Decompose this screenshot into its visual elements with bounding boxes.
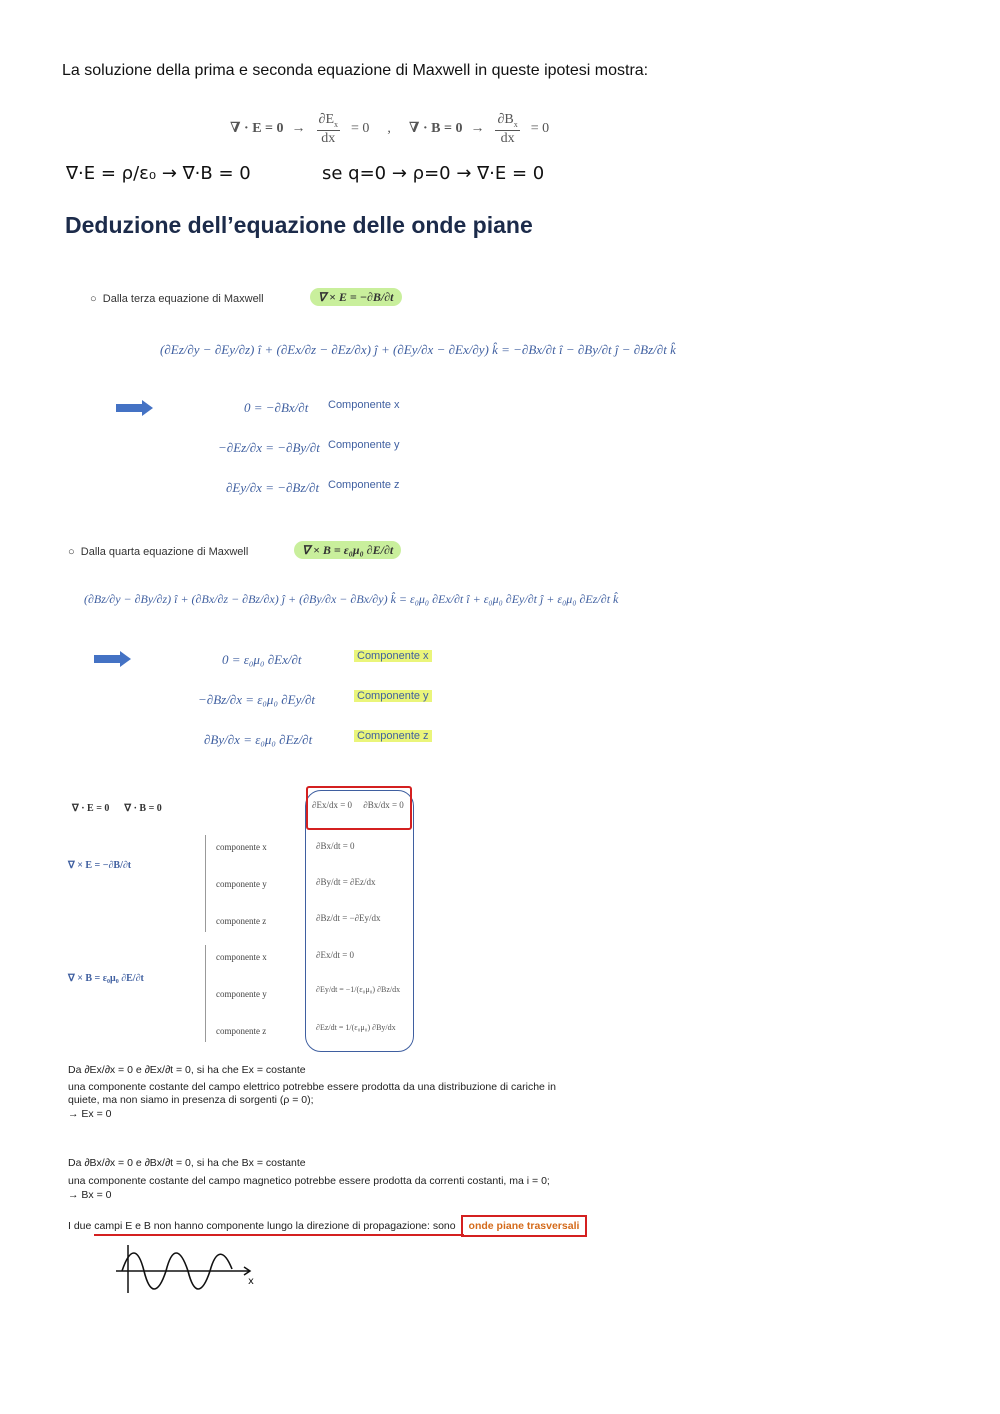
summary-label: componente z (216, 1026, 267, 1036)
summary-eq: ∂Ex/dt = 0 (316, 950, 355, 960)
wave-sketch (112, 1243, 262, 1295)
top-equation (230, 112, 549, 146)
handwritten-left: ∇·E = ρ/ε₀ → ∇·B = 0 (66, 163, 251, 184)
fourth-label-z: Componente z (354, 730, 432, 742)
e-conclusion-3: quiete, ma non siamo in presenza di sorgenti (ρ = 0); (68, 1094, 314, 1106)
third-row-y: −∂Ez/∂x = −∂By/∂t (218, 440, 320, 455)
summary-curl-b: ∇ × B = ε₀μ₀ ∂E/∂t (68, 973, 144, 984)
summary-div: ∇ · E = 0 ∇ · B = 0 (72, 803, 162, 814)
summary-label: componente x (216, 842, 267, 852)
third-label-z: Componente z (328, 479, 400, 491)
div-e: ∇ · E = 0 (230, 121, 284, 137)
bullet-circle-icon: ○ (90, 293, 103, 305)
summary-label: componente y (216, 989, 267, 999)
blue-arrow-icon (116, 400, 154, 416)
third-row-z: ∂Ey/∂x = −∂Bz/∂t (226, 480, 320, 495)
summary-eq: ∂Ey/dt = −1/(ε₀μ₀) ∂Bz/dx (316, 985, 401, 994)
fourth-bullet: ○ Dalla quarta equazione di Maxwell (68, 546, 249, 558)
summary-curl-e: ∇ × E = −∂B/∂t (68, 860, 132, 871)
fourth-row-x: 0 = ε₀μ₀ ∂Ex/∂t (222, 652, 302, 667)
b-conclusion-3: → Bx = 0 (68, 1189, 112, 1201)
divider-line-1 (205, 835, 206, 932)
fourth-row-z: ∂By/∂x = ε₀μ₀ ∂Ez/∂t (204, 732, 313, 747)
dbx-frac: $\frac{\partial B_x}{dx}$ (497, 112, 518, 146)
fourth-label-y: Componente y (354, 690, 432, 702)
fourth-main-equation: (∂Bz/∂y − ∂By/∂z) î + (∂Bx/∂z − ∂Bz/∂x) ĵ + (∂By/∂x − ∂Bx/∂y) k̂ = ε₀μ₀ ∂Ex/∂t î + ε₀μ₀ ∂Ey/∂t ĵ + ε₀μ₀ ∂Ez/∂t k̂ (84, 592, 619, 606)
red-underline (94, 1234, 464, 1236)
e-conclusion-4: → Ex = 0 (68, 1108, 112, 1120)
summary-label: componente z (216, 916, 267, 926)
summary-eq: ∂By/dt = ∂Ez/dx (316, 877, 376, 887)
dex-frac: $\frac{\partial E_x}{dx}$ (318, 112, 339, 146)
summary-boxed-eq: ∂Ex/dx = 0 ∂Bx/dx = 0 (312, 800, 404, 810)
comma: , (387, 120, 391, 136)
handwritten-right: se q=0 → ρ=0 → ∇·E = 0 (322, 163, 545, 184)
div-b: ∇ · B = 0 (408, 121, 463, 137)
arrow-1: → (291, 120, 306, 136)
eq-zero-2: = 0 (530, 120, 550, 136)
wave-axis-label: x (248, 1276, 254, 1287)
intro-text: La soluzione della prima e seconda equazione di Maxwell in queste ipotesi mostra: (62, 62, 649, 79)
summary-eq: ∂Bx/dt = 0 (316, 841, 355, 851)
third-label-x: Componente x (328, 399, 400, 411)
third-highlight: ∇ × E = −∂B/∂t (310, 288, 402, 306)
summary-label: componente y (216, 879, 267, 889)
fourth-label-x: Componente x (354, 650, 432, 662)
third-bullet: ○ Dalla terza equazione di Maxwell (90, 293, 264, 305)
b-conclusion-2: una componente costante del campo magnetico potrebbe essere prodotta da correnti costanti, ma i = 0; (68, 1175, 550, 1187)
divider-line-2 (205, 945, 206, 1042)
third-main-equation: (∂Ez/∂y − ∂Ey/∂z) î + (∂Ex/∂z − ∂Ez/∂x) ĵ + (∂Ey/∂x − ∂Ex/∂y) k̂ = −∂Bx/∂t î − ∂By/∂t ĵ − ∂Bz/∂t k̂ (160, 342, 676, 357)
final-statement (68, 1220, 587, 1233)
third-label-y: Componente y (328, 439, 400, 451)
summary-eq: ∂Bz/dt = −∂Ey/dx (316, 913, 381, 923)
b-conclusion-1: Da ∂Bx/∂x = 0 e ∂Bx/∂t = 0, si ha che Bx = costante (68, 1157, 306, 1169)
third-row-x: 0 = −∂Bx/∂t (244, 400, 309, 415)
eq-zero-1: = 0 (351, 120, 370, 136)
section-title: Deduzione dell’equazione delle onde piane (65, 212, 533, 238)
blue-arrow-icon (94, 651, 132, 667)
fourth-highlight: ∇ × B = ε₀μ₀ ∂E/∂t (294, 541, 401, 559)
bullet-circle-icon: ○ (68, 546, 81, 558)
fourth-row-y: −∂Bz/∂x = ε₀μ₀ ∂Ey/∂t (198, 692, 315, 707)
arrow-2: → (470, 120, 485, 136)
final-emphasis: onde piane trasversali (461, 1215, 588, 1237)
summary-label: componente x (216, 952, 267, 962)
summary-eq: ∂Ez/dt = 1/(ε₀μ₀) ∂By/dx (316, 1023, 396, 1032)
e-conclusion-2: una componente costante del campo elettrico potrebbe essere prodotta da una distribuzione di cariche in (68, 1081, 556, 1093)
e-conclusion-1: Da ∂Ex/∂x = 0 e ∂Ex/∂t = 0, si ha che Ex = costante (68, 1064, 306, 1076)
final-plain: I due campi E e B non hanno componente lungo la direzione di propagazione: sono (68, 1220, 456, 1232)
